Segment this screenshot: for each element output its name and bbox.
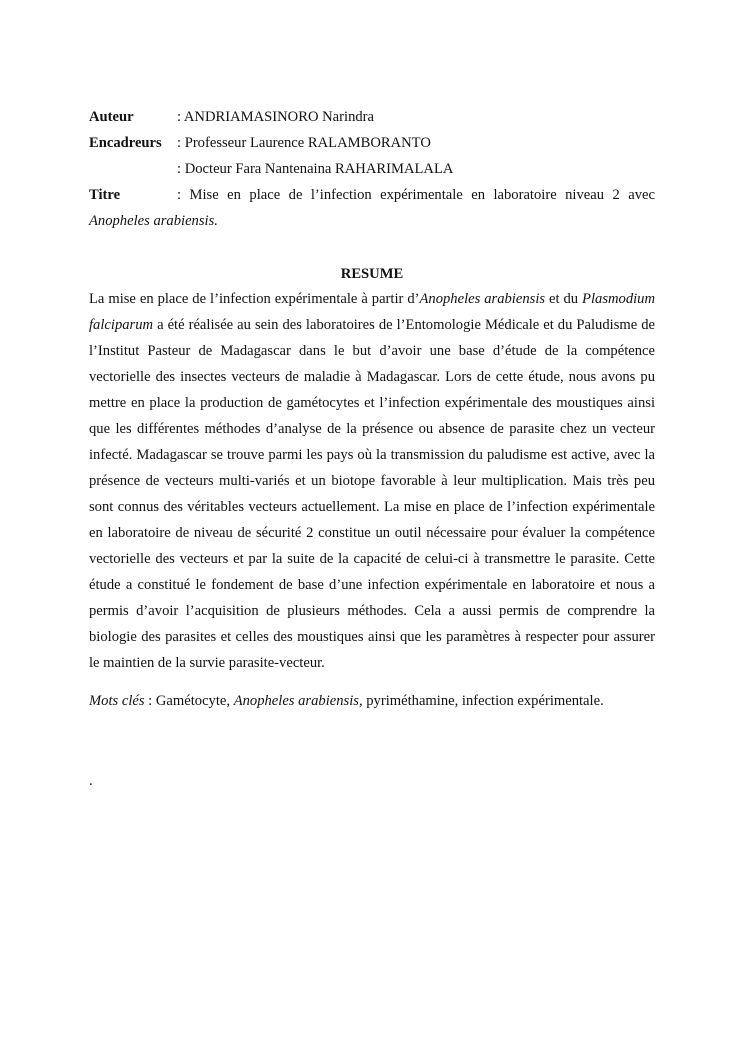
title-value: : Mise en place de l’infection expérimentale en laboratoire niveau 2 avec bbox=[177, 187, 655, 203]
species-name-1: Anopheles arabiensis bbox=[419, 291, 546, 307]
author-value: : ANDRIAMASINORO Narindra bbox=[177, 109, 375, 125]
keywords-sep: : Gamétocyte, bbox=[144, 693, 234, 709]
title-row bbox=[89, 182, 655, 208]
abstract-text-3: a été réalisée au sein des laboratoires de l’Entomologie Médicale et du Paludisme de l’Institut Pasteur de Madagascar dans le but d’avoir une base d’étude de la compétence vectorielle des insectes vecteurs de maladie à Madagascar. Lors de cette étude, nous avons pu mettre en place la production de gamétocytes et l’infection expérimentale des moustiques ainsi que les différentes méthodes d’analyse de la présence ou absence de parasite chez un vecteur infecté. Madagascar se trouve parmi les pays où la transmission du paludisme est active, avec la présence de vecteurs multi-variés et un biotope favorable à leur multiplication. Mais très peu sont connus des véritables vecteurs actuellement. La mise en place de l’infection expérimentale en laboratoire de niveau de sécurité 2 constitue un outil nécessaire pour évaluer la compétence vectorielle des vecteurs et par la suite de la capacité de celui-ci à transmettre le parasite. Cette étude a constitué le fondement de base d’une infection expérimentale en laboratoire et nous a permis d’avoir l’acquisition de plusieurs méthodes. Cela a aussi permis de comprendre la biologie des parasites et celles des moustiques ainsi que les paramètres à respecter pour assurer le maintien de la survie parasite-vecteur. bbox=[89, 317, 655, 671]
supervisors-label: Encadreurs bbox=[89, 135, 162, 151]
species-name-2: Plasmodium falciparum bbox=[89, 291, 656, 333]
supervisors-row bbox=[89, 130, 655, 156]
supervisors-row-2 bbox=[89, 156, 655, 182]
supervisor-2: : Docteur Fara Nantenaina RAHARIMALALA bbox=[177, 161, 454, 177]
author-label: Auteur bbox=[89, 109, 134, 125]
supervisor-1: : Professeur Laurence RALAMBORANTO bbox=[177, 135, 431, 151]
title-continuation: Anopheles arabiensis. bbox=[89, 213, 218, 229]
abstract-paragraph bbox=[89, 286, 655, 676]
abstract-text-1: La mise en place de l’infection expérimentale à partir d’ bbox=[89, 291, 420, 307]
abstract-text-2: et du bbox=[545, 291, 583, 307]
title-label: Titre bbox=[89, 187, 121, 203]
empty-label bbox=[89, 156, 177, 182]
keywords-label: Mots clés bbox=[89, 693, 145, 709]
abstract-body bbox=[89, 286, 655, 676]
keywords-rest: , pyriméthamine, infection expérimentale. bbox=[358, 693, 604, 709]
trailing-mark: . bbox=[89, 773, 93, 789]
metadata-block bbox=[89, 104, 655, 234]
author-row bbox=[89, 104, 655, 130]
keywords-species: Anopheles arabiensis bbox=[233, 693, 359, 709]
keywords-line bbox=[89, 688, 655, 714]
resume-heading: RESUME bbox=[340, 266, 404, 282]
